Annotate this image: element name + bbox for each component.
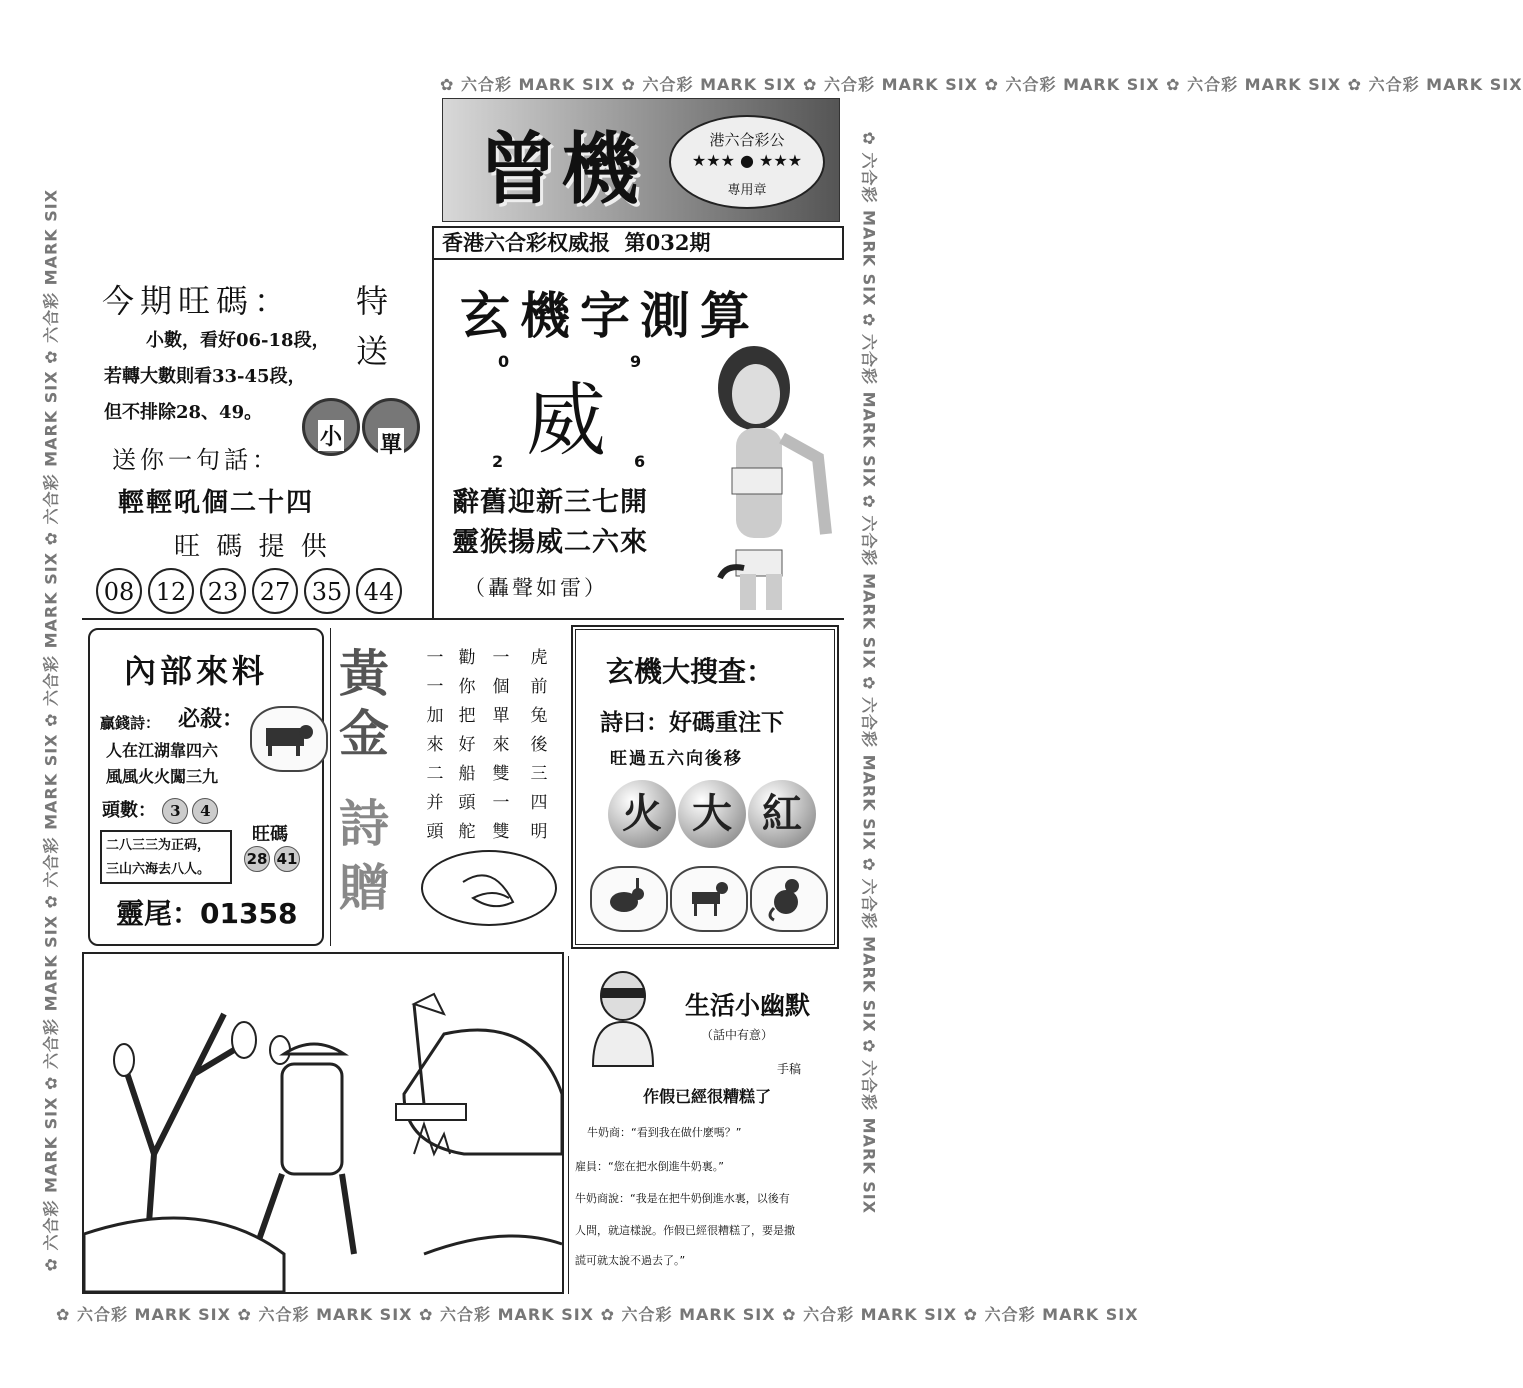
humor-line5: 謊可就太說不過去了。” bbox=[575, 1254, 686, 1267]
golden-char: 後 bbox=[530, 735, 548, 755]
cow-icon bbox=[252, 708, 322, 766]
golden-char: 頭 bbox=[426, 822, 444, 842]
wangma-badge bbox=[300, 392, 428, 472]
xuanji-num-bl: 2 bbox=[492, 452, 504, 471]
insider-head-label bbox=[102, 796, 222, 824]
goat-icon bbox=[672, 868, 742, 926]
search-poem-text: 好碼重注下 bbox=[669, 710, 784, 736]
golden-char: 個 bbox=[492, 677, 510, 697]
monkey-icon bbox=[752, 868, 822, 926]
insider-kill-label: 必殺： bbox=[178, 706, 245, 732]
golden-char: 虎 bbox=[530, 648, 548, 668]
insider-section bbox=[88, 628, 324, 946]
header-subtitle: 香港六合彩权威报 bbox=[442, 230, 610, 255]
old-man-icon bbox=[583, 966, 667, 1066]
xuanji-num-br: 6 bbox=[634, 452, 646, 471]
rabbit-cloud bbox=[590, 866, 668, 932]
golden-char: 雙 bbox=[492, 822, 510, 842]
header-banner bbox=[442, 98, 840, 222]
wangma-special-bottom: 送 bbox=[356, 332, 389, 370]
search-ball-fire: 火 bbox=[608, 780, 676, 848]
golden-col2 bbox=[455, 644, 479, 847]
header-issue: 第032期 bbox=[624, 230, 711, 255]
xuanji-char: 威 bbox=[526, 374, 606, 467]
insider-wangma-label: 旺碼 bbox=[252, 824, 288, 845]
search-section bbox=[572, 626, 838, 948]
goat-cloud bbox=[670, 866, 748, 932]
golden-char: 你 bbox=[458, 677, 476, 697]
golden-char: 二 bbox=[426, 764, 444, 784]
insider-box-line1: 二八三三为正码， bbox=[106, 838, 211, 853]
insider-tail-value: 01358 bbox=[200, 897, 298, 930]
golden-char: 雙 bbox=[492, 764, 510, 784]
wangma-number: 23 bbox=[200, 568, 246, 614]
insider-poem2: 風風火火闖三九 bbox=[106, 767, 219, 786]
insider-title: 內部來料 bbox=[124, 652, 269, 690]
xuanji-num-tr: 9 bbox=[630, 352, 642, 371]
xuanji-num-tl: 0 bbox=[498, 352, 510, 371]
golden-char: 并 bbox=[426, 793, 444, 813]
golden-section bbox=[330, 628, 566, 946]
monkey-cloud bbox=[750, 866, 828, 932]
header-logo: 曾機 bbox=[479, 124, 644, 215]
search-poem-label: 詩曰： bbox=[600, 710, 669, 736]
model-photo bbox=[696, 328, 836, 610]
golden-char: 一 bbox=[426, 677, 444, 697]
golden-char: 三 bbox=[530, 764, 548, 784]
humor-line3: 牛奶商說：“我是在把牛奶倒進水裏，以後有 bbox=[575, 1192, 790, 1205]
top-border-band: ✿ 六合彩 MARK SIX ✿ 六合彩 MARK SIX ✿ 六合彩 MARK SIX ✿ 六合彩 MARK SIX ✿ 六合彩 MARK SIX ✿ 六合彩 MARK SIX bbox=[440, 75, 1523, 94]
xuanji-note: （轟聲如雷） bbox=[464, 576, 608, 600]
golden-char: 來 bbox=[426, 735, 444, 755]
right-border-band: ✿ 六合彩 MARK SIX ✿ 六合彩 MARK SIX ✿ 六合彩 MARK SIX ✿ 六合彩 MARK SIX ✿ 六合彩 MARK SIX ✿ 六合彩 MARK SIX bbox=[859, 131, 879, 1215]
cow-cloud bbox=[250, 706, 328, 772]
wangma-number: 08 bbox=[96, 568, 142, 614]
golden-title1: 黃金 bbox=[339, 644, 389, 763]
xuanji-line1: 辭舊迎新三七開 bbox=[452, 487, 648, 518]
golden-char: 前 bbox=[530, 677, 548, 697]
golden-char: 單 bbox=[492, 706, 510, 726]
golden-char: 舵 bbox=[458, 822, 476, 842]
bottom-border-band: ✿ 六合彩 MARK SIX ✿ 六合彩 MARK SIX ✿ 六合彩 MARK SIX ✿ 六合彩 MARK SIX ✿ 六合彩 MARK SIX ✿ 六合彩 MARK SIX bbox=[56, 1305, 1139, 1324]
wangma-number: 27 bbox=[252, 568, 298, 614]
golden-signature-oval bbox=[421, 850, 557, 926]
golden-char: 頭 bbox=[458, 793, 476, 813]
xuanji-char-title: 玄機字測算 bbox=[460, 287, 760, 345]
xuanji-char-section bbox=[434, 262, 844, 620]
insider-poem1: 人在江湖靠四六 bbox=[106, 741, 219, 760]
golden-char: 一 bbox=[492, 793, 510, 813]
header-subtitle-bar bbox=[432, 226, 844, 260]
insider-box-line2: 三山六海去八人。 bbox=[106, 862, 211, 877]
insider-head-number: 3 bbox=[162, 798, 188, 824]
golden-col1 bbox=[423, 644, 447, 847]
insider-tail bbox=[116, 892, 297, 932]
insider-wangma-nums bbox=[244, 846, 304, 872]
insider-box bbox=[100, 830, 232, 884]
seal-stars: ★★★ ● ★★★ bbox=[691, 151, 803, 170]
wangma-number: 12 bbox=[148, 568, 194, 614]
seal-bottom-text: 專用章 bbox=[727, 183, 767, 198]
golden-char: 勸 bbox=[458, 648, 476, 668]
wangma-phrase: 輕輕吼個二十四 bbox=[118, 488, 315, 518]
wangma-line3: 但不排除28、49。 bbox=[104, 402, 263, 423]
wangma-phrase-label: 送你一句話： bbox=[112, 446, 280, 474]
left-border-band: ✿ 六合彩 MARK SIX ✿ 六合彩 MARK SIX ✿ 六合彩 MARK SIX ✿ 六合彩 MARK SIX ✿ 六合彩 MARK SIX ✿ 六合彩 MARK SIX bbox=[41, 188, 61, 1272]
insider-tail-label: 靈尾： bbox=[116, 897, 201, 930]
humor-line4: 人問，就這樣說。作假已經很糟糕了，要是撒 bbox=[575, 1224, 795, 1237]
xuanji-line2: 靈猴揚威二六來 bbox=[452, 527, 648, 558]
insider-head-number: 4 bbox=[192, 798, 218, 824]
golden-char: 來 bbox=[492, 735, 510, 755]
insider-wangma-number: 41 bbox=[274, 846, 300, 872]
wangma-title: 今期旺碼： bbox=[102, 282, 293, 320]
farmer-illustration bbox=[84, 954, 562, 1292]
insider-poem-label: 贏錢詩： bbox=[100, 714, 161, 732]
golden-char: 一 bbox=[492, 648, 510, 668]
golden-char: 加 bbox=[426, 706, 444, 726]
wangma-section bbox=[82, 228, 434, 620]
search-sub: 旺過五六向後移 bbox=[610, 749, 743, 769]
golden-char: 把 bbox=[458, 706, 476, 726]
insider-wangma-number: 28 bbox=[244, 846, 270, 872]
search-ball-big: 大 bbox=[678, 780, 746, 848]
golden-char: 船 bbox=[458, 764, 476, 784]
humor-line2: 雇員：“您在把水倒進牛奶裏。” bbox=[575, 1160, 724, 1173]
golden-char: 兔 bbox=[530, 706, 548, 726]
seal bbox=[669, 115, 825, 209]
wangma-special-top: 特 bbox=[356, 282, 389, 320]
wangma-line1: 小數，看好06-18段， bbox=[146, 330, 330, 351]
humor-signature: 手稿 bbox=[777, 1062, 802, 1076]
wangma-number: 35 bbox=[304, 568, 350, 614]
humor-line1: 牛奶商：“看到我在做什麼嗎？” bbox=[587, 1126, 742, 1139]
illustration-panel bbox=[82, 952, 564, 1294]
badge-small-text: 小 bbox=[318, 420, 344, 451]
golden-char: 四 bbox=[530, 793, 548, 813]
insider-head-label-text: 頭數： bbox=[102, 800, 156, 821]
wangma-number-row bbox=[96, 568, 436, 614]
golden-title2: 詩贈 bbox=[339, 794, 389, 917]
golden-char: 好 bbox=[458, 735, 476, 755]
seal-top-text: 港六合彩公 bbox=[709, 131, 785, 149]
signature-icon bbox=[423, 852, 559, 928]
search-title: 玄機大搜查： bbox=[606, 655, 775, 688]
golden-col3 bbox=[489, 644, 513, 847]
wangma-line2: 若轉大數則看33-45段， bbox=[104, 366, 306, 387]
search-ball-red: 紅 bbox=[748, 780, 816, 848]
wangma-number: 44 bbox=[356, 568, 402, 614]
golden-char: 一 bbox=[426, 648, 444, 668]
rabbit-icon bbox=[592, 868, 662, 926]
humor-headline: 作假已經很糟糕了 bbox=[643, 1087, 772, 1106]
humor-title: 生活小幽默 bbox=[685, 991, 811, 1020]
golden-char: 明 bbox=[530, 822, 548, 842]
badge-single-text: 單 bbox=[378, 428, 404, 459]
golden-col4 bbox=[527, 644, 551, 847]
wangma-provider: 旺 碼 提 供 bbox=[174, 532, 331, 562]
search-poem bbox=[600, 704, 784, 737]
humor-section bbox=[568, 956, 844, 1294]
humor-subtitle: （話中有意） bbox=[701, 1028, 774, 1042]
